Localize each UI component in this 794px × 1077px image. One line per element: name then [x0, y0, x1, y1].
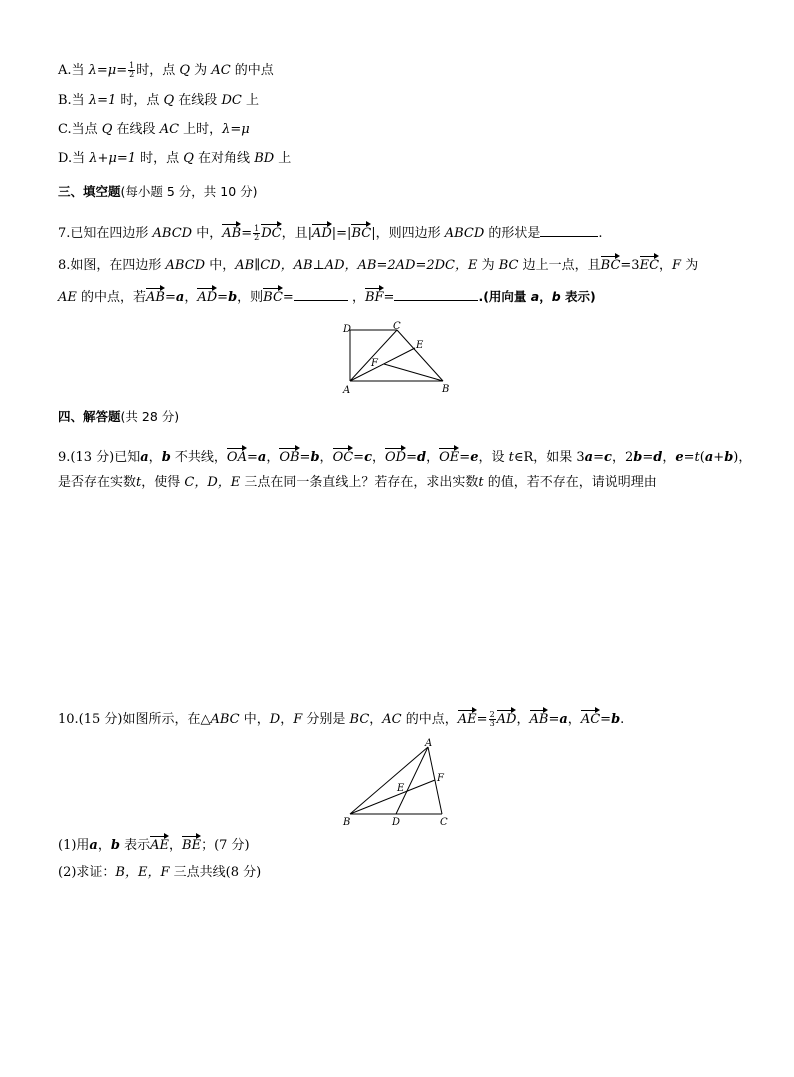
option-b: B.当 λ=1 时，点 Q 在线段 DC 上: [58, 93, 259, 108]
option-a: A.当 λ=μ= $\frac{1}{2}$ 时，点 Q 为 AC 的中点: [58, 61, 274, 79]
segment-cb: [397, 330, 443, 381]
answer-blank[interactable]: [540, 224, 598, 237]
question-9-line-1: 9.(13 分)已知a，b 不共线，OA=a，OB=b，OC=c，OD=d，OE=e，设 t∈R，如果 3a=c，2b=d，e=t(a+b)，: [58, 446, 751, 467]
label-f: F: [437, 773, 444, 784]
segment-ac: [350, 330, 397, 381]
vector-ab: AB: [222, 222, 241, 243]
triangle-figure: [338, 737, 458, 829]
question-8-line-2: AE 的中点，若AB=a，AD=b，则BC= ，BF= .(用向量 a，b 表示): [58, 286, 596, 307]
section-heading-solutions: 四、解答题(共 28 分): [58, 409, 180, 424]
question-10-part-1: (1)用a，b 表示AE，BE；(7 分): [58, 834, 250, 855]
label-e: E: [397, 783, 405, 794]
option-c: C.当点 Q 在线段 AC 上时，λ=μ: [58, 122, 250, 137]
answer-blank-bc[interactable]: [294, 288, 348, 301]
label-a: A: [425, 738, 433, 749]
label-a: A: [343, 385, 351, 396]
label-e: E: [416, 340, 424, 351]
label-f: F: [371, 358, 378, 369]
question-8-line-1: 8.如图，在四边形 ABCD 中，AB∥CD，AB⊥AD，AB=2AD=2DC，E 为 BC 边上一点，且BC=3EC，F 为: [58, 254, 698, 275]
segment-fb: [384, 364, 443, 381]
question-7: 7.已知在四边形 ABCD 中，AB= $\frac{1}{2}$ DC，且|AD|=|BC|，则四边形 ABCD 的形状是 .: [58, 224, 603, 242]
label-d: D: [343, 324, 352, 335]
segment-ab: [350, 747, 428, 814]
label-b: B: [442, 384, 450, 395]
question-10: 10.(15 分)如图所示，在△ABC 中，D，F 分别是 BC，AC 的中点，AE= $\frac{2}{3}$ AD，AB=a，AC=b.: [58, 710, 625, 728]
segment-bf: [350, 780, 435, 814]
label-c: C: [393, 321, 401, 332]
segment-ae: [350, 348, 415, 381]
label-b: B: [343, 817, 351, 828]
label-d: D: [392, 817, 401, 828]
segment-ad: [396, 747, 428, 814]
question-9-line-2: 是否存在实数t，使得 C，D，E 三点在同一条直线上？若存在，求出实数t 的值，若不存在，请说明理由: [58, 475, 657, 490]
question-10-part-2: (2)求证：B，E，F 三点共线(8 分): [58, 865, 262, 880]
option-d: D.当 λ+μ=1 时，点 Q 在对角线 BD 上: [58, 151, 292, 166]
fraction: $\frac{1}{2}$: [129, 61, 135, 79]
label-c: C: [440, 817, 448, 828]
quadrilateral-figure: [335, 320, 460, 398]
section-heading-fill-in: 三、填空题(每小题 5 分，共 10 分): [58, 184, 258, 199]
answer-blank-bf[interactable]: [394, 288, 478, 301]
